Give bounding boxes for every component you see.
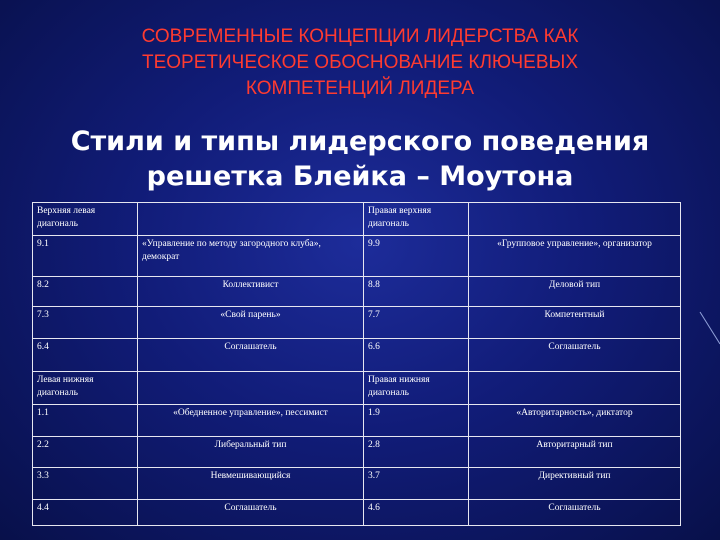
table-cell: «Обедненное управление», пессимист xyxy=(138,405,364,437)
table-cell: «Управление по методу загородного клуба», демократ xyxy=(138,236,364,277)
table-cell: 6.4 xyxy=(33,339,138,372)
table-cell: 7.7 xyxy=(364,307,469,339)
table-cell: Правая верхняя диагональ xyxy=(364,203,469,236)
slide-subtitle xyxy=(20,124,700,194)
title-line: ТЕОРЕТИЧЕСКОЕ ОБОСНОВАНИЕ КЛЮЧЕВЫХ xyxy=(142,52,578,73)
table-cell: Деловой тип xyxy=(469,277,681,307)
subtitle-line: Стили и типы лидерского поведения xyxy=(70,126,650,157)
table-cell xyxy=(138,372,364,405)
title-line: КОМПЕТЕНЦИЙ ЛИДЕРА xyxy=(245,78,475,99)
table-cell: «Авторитарность», диктатор xyxy=(469,405,681,437)
table-cell: «Групповое управление», организатор xyxy=(469,236,681,277)
table-cell: 3.7 xyxy=(364,468,469,500)
table-cell: 1.9 xyxy=(364,405,469,437)
table-cell xyxy=(469,203,681,236)
table-cell: 3.3 xyxy=(33,468,138,500)
table-cell: 4.6 xyxy=(364,500,469,526)
table-cell: Соглашатель xyxy=(138,500,364,526)
table-cell: Соглашатель xyxy=(138,339,364,372)
subtitle-line: решетка Блейка – Моутона xyxy=(146,161,574,192)
table-cell: Либеральный тип xyxy=(138,437,364,468)
table-cell: 2.2 xyxy=(33,437,138,468)
table-cell: Соглашатель xyxy=(469,339,681,372)
table-cell: 1.1 xyxy=(33,405,138,437)
table-row xyxy=(33,307,681,339)
table-row xyxy=(33,203,681,236)
table-row xyxy=(33,277,681,307)
slide-title xyxy=(40,24,680,102)
table-cell xyxy=(138,203,364,236)
table-cell: 9.1 xyxy=(33,236,138,277)
table-cell xyxy=(469,372,681,405)
table-cell: Невмешивающийся xyxy=(138,468,364,500)
table-cell: 9.9 xyxy=(364,236,469,277)
table-cell: 4.4 xyxy=(33,500,138,526)
table-cell: 8.8 xyxy=(364,277,469,307)
table-cell: Авторитарный тип xyxy=(469,437,681,468)
table-row xyxy=(33,236,681,277)
table-row xyxy=(33,372,681,405)
decorative-line xyxy=(698,310,720,360)
table-cell: Соглашатель xyxy=(469,500,681,526)
table-cell: Верхняя левая диагональ xyxy=(33,203,138,236)
table-row xyxy=(33,468,681,500)
table-cell: 8.2 xyxy=(33,277,138,307)
table-cell: Правая нижняя диагональ xyxy=(364,372,469,405)
table-cell: 2.8 xyxy=(364,437,469,468)
blake-mouton-grid-table xyxy=(32,202,681,526)
table-row xyxy=(33,339,681,372)
table-cell: 7.3 xyxy=(33,307,138,339)
title-line: СОВРЕМЕННЫЕ КОНЦЕПЦИИ ЛИДЕРСТВА КАК xyxy=(141,26,579,47)
table-cell: Директивный тип xyxy=(469,468,681,500)
table-cell: 6.6 xyxy=(364,339,469,372)
table-row xyxy=(33,437,681,468)
table-cell: Компетентный xyxy=(469,307,681,339)
table-row xyxy=(33,500,681,526)
table-cell: Коллективист xyxy=(138,277,364,307)
table-row xyxy=(33,405,681,437)
table-cell: «Свой парень» xyxy=(138,307,364,339)
table-cell: Левая нижняя диагональ xyxy=(33,372,138,405)
